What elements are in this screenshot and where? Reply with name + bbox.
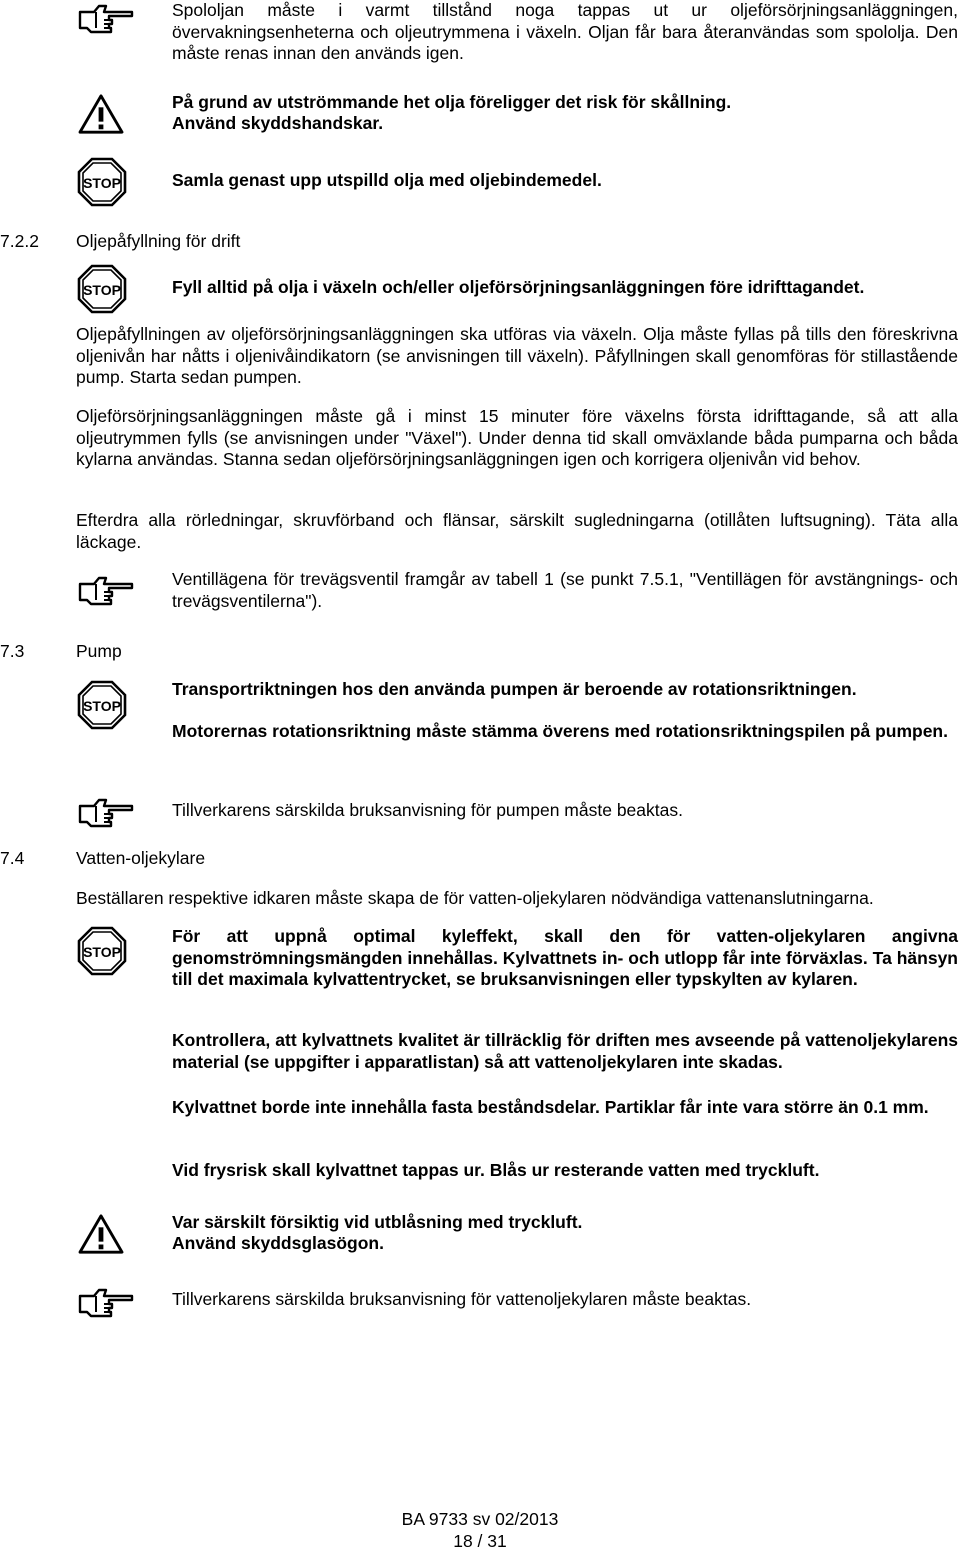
section-7-3-title: Pump xyxy=(76,641,122,661)
stop-cooler-water-quality: Kontrollera, att kylvattnets kvalitet är tillräcklig för driften mes avseende på vattenoljekylarens material (se uppgifter i apparatlistan) så att vattenoljekylaren inte skadas. xyxy=(172,1030,958,1072)
page-number: 18 / 31 xyxy=(453,1531,507,1551)
warning-scald-line-1: På grund av utströmmande het olja föreligger det risk för skållning. xyxy=(172,92,732,112)
paragraph-cooler-connections: Beställaren respektive idkaren måste skapa de för vatten-oljekylaren nödvändiga vattenanslutningarna. xyxy=(76,888,874,908)
note-valve-positions: Ventillägena för trevägsventil framgår av tabell 1 (se punkt 7.5.1, "Ventillägen för avstängnings- och trevägsventilerna"). xyxy=(172,569,958,611)
note-spool-oil: Spololjan måste i varmt tillstånd noga tappas ut ur oljeförsörjningsanläggningen, övervakningsenheterna och oljeutrymmena i växeln. Oljan får bara återanvändas som spololja. Den måste renas innan den används igen. xyxy=(172,0,958,63)
warning-scald-line-2: Använd skyddshandskar. xyxy=(172,113,384,133)
warning-air-line-2: Använd skyddsglasögon. xyxy=(172,1233,384,1253)
svg-text:STOP: STOP xyxy=(83,944,121,960)
stop-pump-direction: Transportriktningen hos den använda pumpen är beroende av rotationsriktningen. xyxy=(172,679,857,699)
section-7-2-2-title: Oljepåfyllning för drift xyxy=(76,231,241,251)
stop-fill-text: Fyll alltid på olja i växeln och/eller oljeförsörjningsanläggningen före idrifttagandet. xyxy=(172,277,865,297)
pointing-hand-icon xyxy=(78,1287,134,1319)
stop-sign-icon xyxy=(77,264,127,314)
note-pump-manual: Tillverkarens särskilda bruksanvisning för pumpen måste beaktas. xyxy=(172,800,683,820)
pointing-hand-icon xyxy=(78,797,134,829)
pointing-hand-icon xyxy=(78,3,134,35)
pointing-hand-icon xyxy=(78,575,134,607)
note-cooler-manual: Tillverkarens särskilda bruksanvisning för vattenoljekylaren måste beaktas. xyxy=(172,1289,752,1309)
section-7-2-2-number: 7.2.2 xyxy=(0,231,39,251)
stop-spill-text: Samla genast upp utspilld olja med oljebindemedel. xyxy=(172,170,602,190)
stop-cooler-frost: Vid frysrisk skall kylvattnet tappas ur. Blås ur resterande vatten med tryckluft. xyxy=(172,1160,820,1180)
svg-text:STOP: STOP xyxy=(83,698,121,714)
svg-text:STOP: STOP xyxy=(83,282,121,298)
document-code: BA 9733 sv 02/2013 xyxy=(401,1509,559,1529)
paragraph-first-run: Oljeförsörjningsanläggningen måste gå i minst 15 minuter före växelns första idrifttagande, så att alla oljeutrymmen fylls (se anvisningen under "Växel"). Under denna tid skall omväxlande båda pumparna och båda kylarna användas. Stanna sedan oljeförsörjningsanläggningen igen och korrigera oljenivån vid behov. xyxy=(76,406,958,469)
warning-triangle-icon xyxy=(77,93,125,135)
section-7-4-number: 7.4 xyxy=(0,848,25,868)
paragraph-oil-filling: Oljepåfyllningen av oljeförsörjningsanläggningen ska utföras via växeln. Olja måste fyllas på tills den föreskrivna oljenivån har nåtts i oljenivåindikatorn (se anvisningen till växeln). Påfyllningen skall genomföras för stillastående pump. Starta sedan pumpen. xyxy=(76,324,958,387)
warning-air-line-1: Var särskilt försiktig vid utblåsning med tryckluft. xyxy=(172,1212,583,1232)
stop-sign-icon xyxy=(77,680,127,730)
warning-triangle-icon xyxy=(77,1213,125,1255)
section-7-4-title: Vatten-oljekylare xyxy=(76,848,206,868)
paragraph-tighten: Efterdra alla rörledningar, skruvförband och flänsar, särskilt sugledningarna (otillåten luftsugning). Täta alla läckage. xyxy=(76,510,958,552)
stop-sign-icon xyxy=(77,926,127,976)
svg-text:STOP: STOP xyxy=(83,175,121,191)
stop-cooler-flow: För att uppnå optimal kyleffekt, skall den för vatten-oljekylaren angivna genomströmningsmängden innehållas. Kylvattnets in- och utlopp får inte förväxlas. Ta hänsyn till det maximala kylvattentrycket, se bruksanvisningen eller typskylten av kylaren. xyxy=(172,926,958,989)
section-7-3-number: 7.3 xyxy=(0,641,25,661)
stop-sign-icon xyxy=(77,157,127,207)
stop-cooler-particles: Kylvattnet borde inte innehålla fasta beståndsdelar. Partiklar får inte vara större än 0.1 mm. xyxy=(172,1097,929,1117)
stop-pump-rotation: Motorernas rotationsriktning måste stämma överens med rotationsriktningspilen på pumpen. xyxy=(172,721,948,741)
